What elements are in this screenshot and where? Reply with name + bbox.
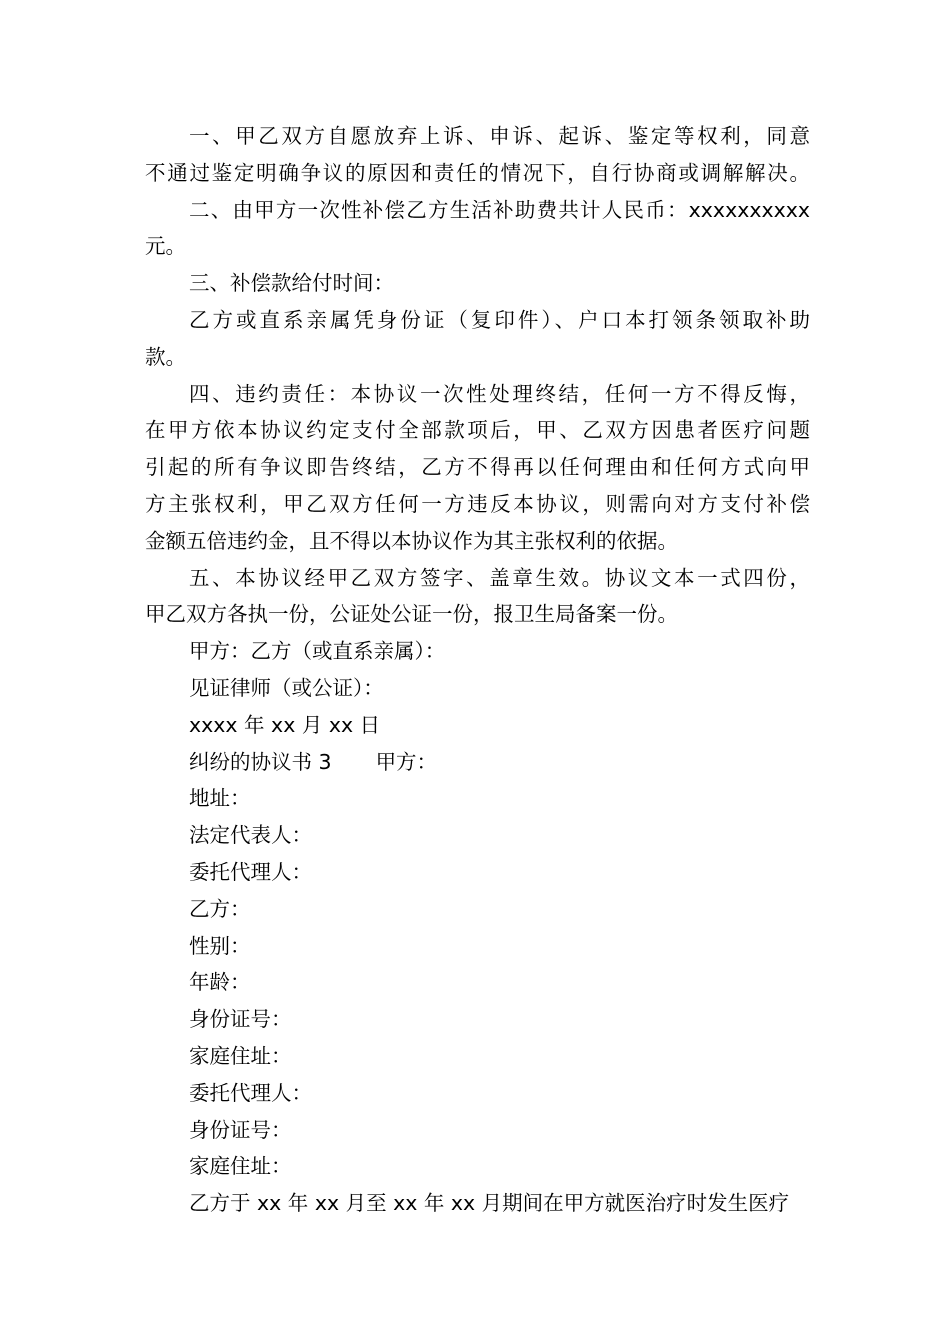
signature-parties: 甲方：乙方（或直系亲属）： [189,639,446,664]
field-gender: 性别： [189,933,251,958]
clause-4-line-5: 金额五倍违约金，且不得以本协议作为其主张权利的依据。 [145,528,678,553]
party-a-label: 甲方： [375,749,438,774]
field-home-address-2: 家庭住址： [189,1154,292,1179]
field-legal-representative: 法定代表人： [189,823,312,848]
document-body [145,118,810,1222]
clause-2-line-2: 元。 [145,234,186,259]
clause-3-heading: 三、补偿款给付时间： [189,271,394,296]
field-agent-b: 委托代理人： [189,1080,312,1105]
field-address: 地址： [189,786,251,811]
field-home-address-1: 家庭住址： [189,1043,292,1068]
clause-2-line-1: 二、由甲方一次性补偿乙方生活补助费共计人民币：xxxxxxxxxx [189,197,810,222]
clause-5-line-2: 甲乙双方各执一份，公证处公证一份，报卫生局备案一份。 [145,602,678,627]
field-id-number-1: 身份证号： [189,1007,292,1032]
clause-5-line-1: 五、本协议经甲乙双方签字、盖章生效。协议文本一式四份， [189,565,810,590]
clause-1-line-2: 不通过鉴定明确争议的原因和责任的情况下，自行协商或调解解决。 [145,160,810,185]
field-party-b: 乙方： [189,896,251,921]
clause-3-line-2: 款。 [145,344,186,369]
clause-1-line-1: 一、甲乙双方自愿放弃上诉、申诉、起诉、鉴定等权利，同意 [189,124,810,148]
clause-4-line-2: 在甲方依本协议约定支付全部款项后，甲、乙双方因患者医疗问题 [145,418,810,443]
clause-4-line-3: 引起的所有争议即告终结，乙方不得再以任何理由和任何方式向甲 [145,455,810,480]
signature-date: xxxx 年 xx 月 xx 日 [189,712,381,737]
clause-3-line-1: 乙方或直系亲属凭身份证（复印件）、户口本打领条领取补助 [189,307,810,332]
clause-4-line-4: 方主张权利，甲乙双方任何一方违反本协议，则需向对方支付补偿 [145,491,810,516]
section-title: 纠纷的协议书 3 [189,749,332,774]
section-heading-row [145,744,810,781]
witness-lawyer: 见证律师（或公证）： [189,675,384,700]
clause-4-line-1: 四、违约责任：本协议一次性处理终结，任何一方不得反悔， [189,381,810,406]
field-age: 年龄： [189,970,251,995]
field-agent-a: 委托代理人： [189,859,312,884]
final-paragraph-line: 乙方于 xx 年 xx 月至 xx 年 xx 月期间在甲方就医治疗时发生医疗 [189,1191,790,1216]
field-id-number-2: 身份证号： [189,1117,292,1142]
